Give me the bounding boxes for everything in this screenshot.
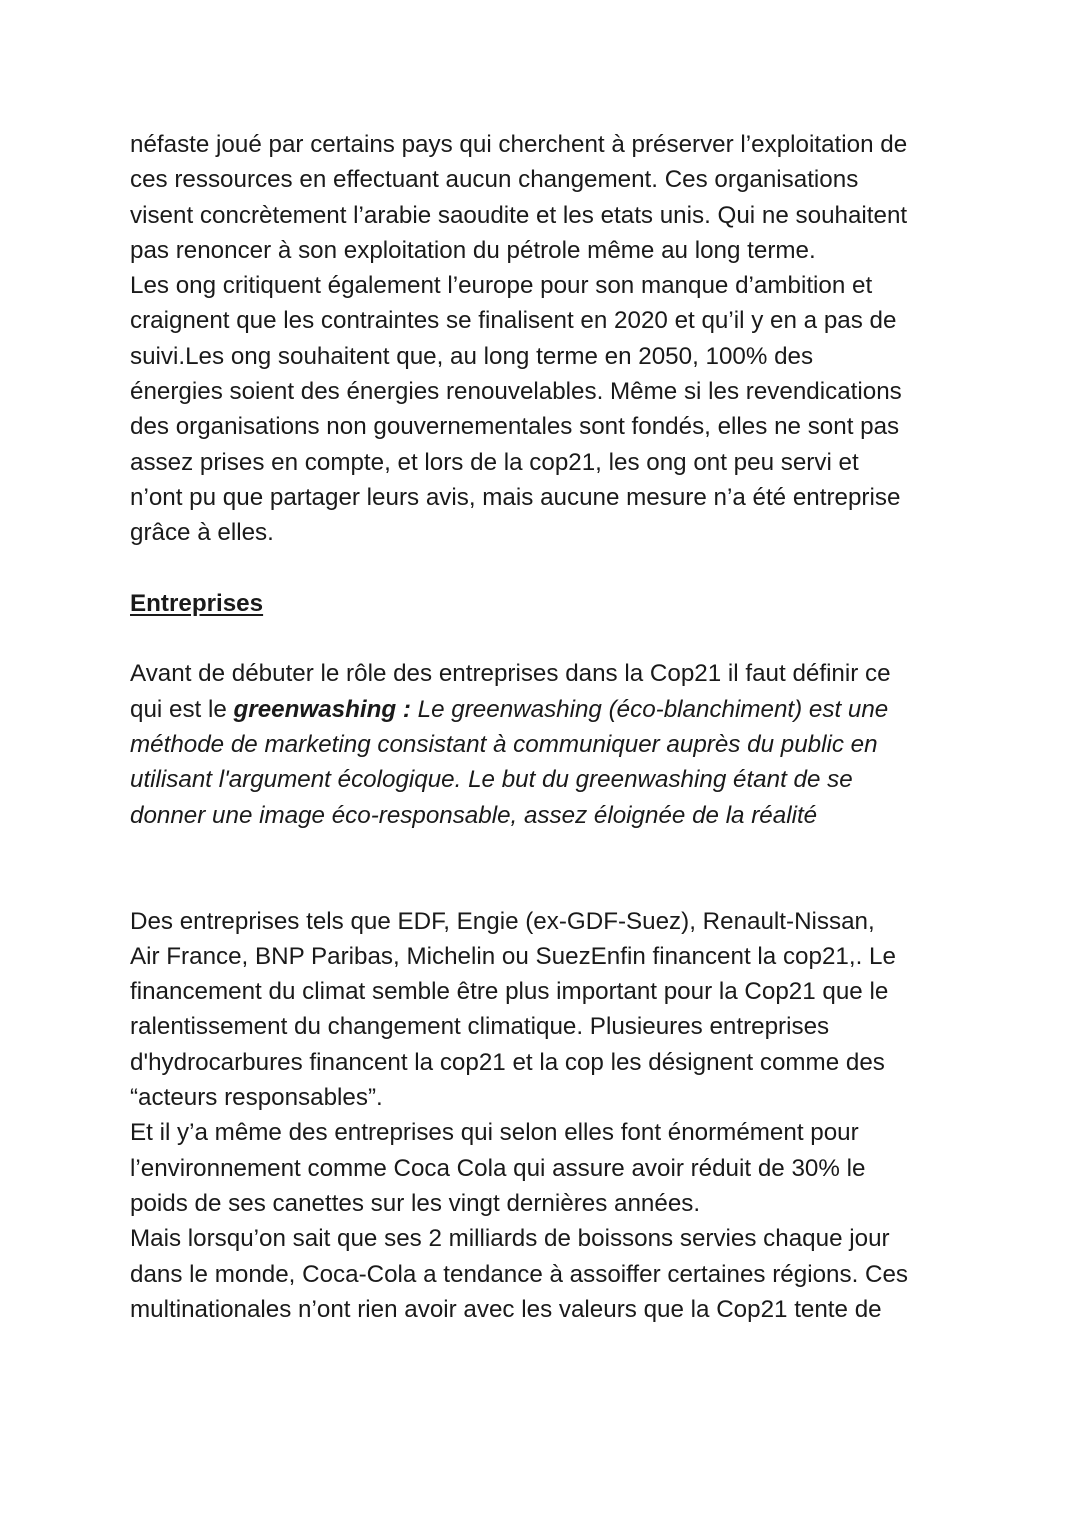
- definition-line: utilisant l'argument écologique. Le but du greenwashing étant de se: [130, 766, 853, 794]
- text-line: assez prises en compte, et lors de la cop21, les ong ont peu servi et: [130, 448, 859, 476]
- text-line: Air France, BNP Paribas, Michelin ou SuezEnfin financent la cop21,. Le: [130, 942, 896, 970]
- greenwashing-term: greenwashing :: [233, 695, 411, 723]
- spacer: [130, 833, 960, 904]
- document-page: [130, 127, 960, 1327]
- text-line: ralentissement du changement climatique. Plusieures entreprises: [130, 1013, 830, 1041]
- text-line: poids de ses canettes sur les vingt dernières années.: [130, 1189, 701, 1217]
- text-line: [130, 692, 960, 727]
- text-line: néfaste joué par certains pays qui cherchent à préserver l’exploitation de: [130, 131, 908, 158]
- text-line: n’ont pu que partager leurs avis, mais aucune mesure n’a été entreprise: [130, 483, 901, 511]
- text-line: craignent que les contraintes se finalisent en 2020 et qu’il y en a pas de: [130, 307, 897, 335]
- text-line: Avant de débuter le rôle des entreprises dans la Cop21 il faut définir ce: [130, 660, 891, 688]
- paragraph-ong: [130, 127, 960, 551]
- text-line: l’environnement comme Coca Cola qui assure avoir réduit de 30% le: [130, 1154, 866, 1182]
- text-line: dans le monde, Coca-Cola a tendance à assoiffer certaines régions. Ces: [130, 1260, 909, 1288]
- paragraph-definition: [130, 656, 960, 832]
- section-heading-entreprises: Entreprises: [130, 589, 264, 617]
- text-line: Mais lorsqu’on sait que ses 2 milliards de boissons servies chaque jour: [130, 1225, 890, 1253]
- text-line: des organisations non gouvernementales sont fondés, elles ne sont pas: [130, 413, 900, 441]
- text-line: Des entreprises tels que EDF, Engie (ex-GDF-Suez), Renault-Nissan,: [130, 907, 875, 935]
- text-line: suivi.Les ong souhaitent que, au long terme en 2050, 100% des: [130, 342, 814, 370]
- definition-line: méthode de marketing consistant à communiquer auprès du public en: [130, 731, 878, 759]
- definition-text: Le greenwashing (éco-blanchiment) est une: [410, 695, 889, 723]
- text-line: d'hydrocarbures financent la cop21 et la cop les désignent comme des: [130, 1048, 885, 1076]
- text-segment: qui est le: [130, 695, 234, 723]
- definition-line: donner une image éco-responsable, assez éloignée de la réalité: [130, 801, 818, 829]
- text-line: pas renoncer à son exploitation du pétrole même au long terme.: [130, 236, 816, 264]
- text-line: grâce à elles.: [130, 519, 274, 547]
- text-line: multinationales n’ont rien avoir avec les valeurs que la Cop21 tente de: [130, 1295, 882, 1323]
- text-line: visent concrètement l’arabie saoudite et les etats unis. Qui ne souhaitent: [130, 201, 908, 229]
- spacer: [130, 551, 960, 586]
- text-line: énergies soient des énergies renouvelables. Même si les revendications: [130, 378, 902, 406]
- text-line: Et il y’a même des entreprises qui selon elles font énormément pour: [130, 1119, 859, 1147]
- spacer: [130, 621, 960, 656]
- paragraph-entreprises: [130, 904, 960, 1328]
- text-line: Les ong critiquent également l’europe pour son manque d’ambition et: [130, 272, 873, 300]
- text-line: “acteurs responsables”.: [130, 1084, 383, 1112]
- text-line: financement du climat semble être plus important pour la Cop21 que le: [130, 978, 889, 1006]
- text-line: ces ressources en effectuant aucun changement. Ces organisations: [130, 166, 859, 194]
